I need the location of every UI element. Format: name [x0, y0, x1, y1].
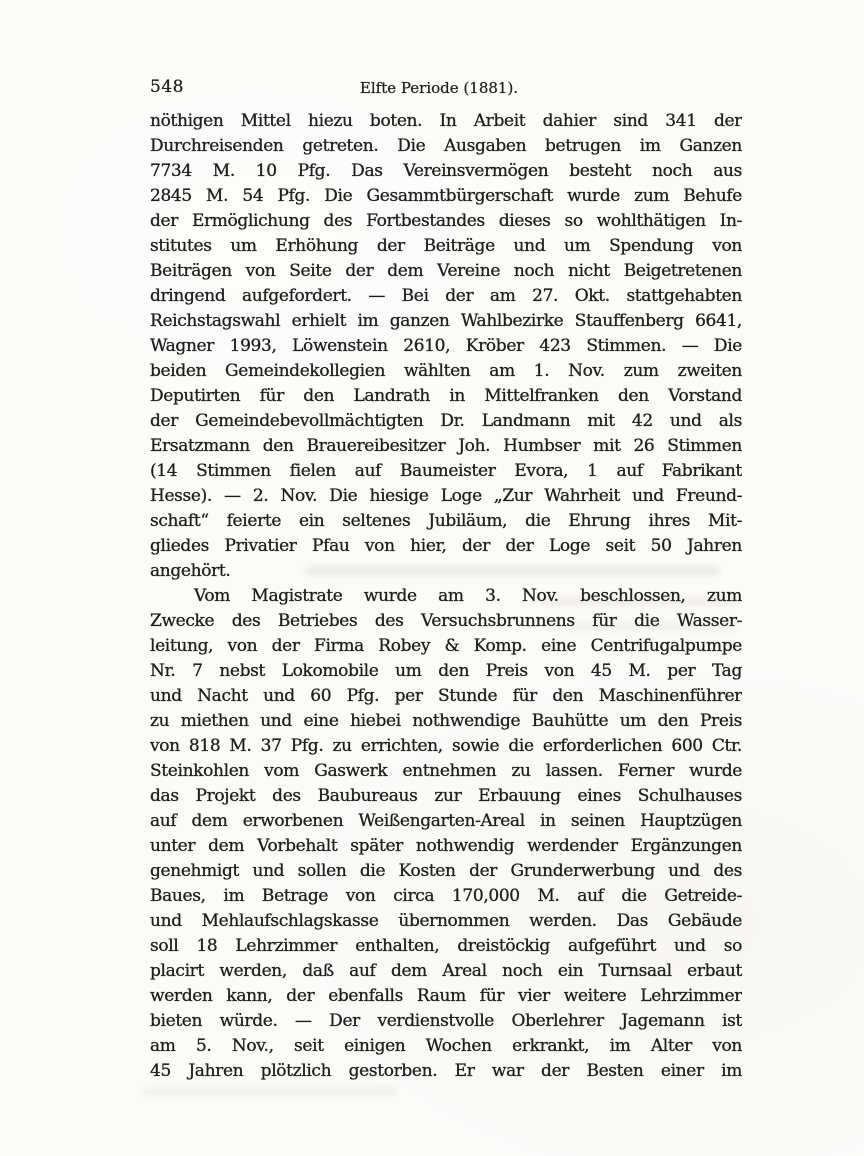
text-line: Vom Magistrate wurde am 3. Nov. beschlossen, zum: [194, 586, 742, 606]
text-line: zu miethen und eine hiebei nothwendige Bauhütte um den Preis: [150, 711, 742, 731]
text-line: gliedes Privatier Pfau von hier, der der Loge seit 50 Jahren: [150, 536, 742, 556]
text-line: unter dem Vorbehalt später nothwendig werdender Ergänzungen: [150, 836, 742, 856]
text-line: bieten würde. — Der verdienstvolle Oberlehrer Jagemann ist: [150, 1011, 742, 1031]
page-number: 548: [150, 77, 184, 97]
text-line: schaft“ feierte ein seltenes Jubiläum, die Ehrung ihres Mit-: [150, 511, 742, 531]
text-line: der Ermöglichung des Fortbestandes dieses so wohlthätigen In-: [150, 211, 742, 231]
text-line: der Gemeindebevollmächtigten Dr. Landmann mit 42 und als: [150, 411, 742, 431]
text-line: Ersatzmann den Brauereibesitzer Joh. Humbser mit 26 Stimmen: [150, 436, 742, 456]
text-line: nöthigen Mittel hiezu boten. In Arbeit dahier sind 341 der: [150, 111, 742, 131]
text-line: Durchreisenden getreten. Die Ausgaben betrugen im Ganzen: [150, 136, 742, 156]
bleedthrough-smudge: [305, 566, 720, 576]
text-line: das Projekt des Baubureaus zur Erbauung eines Schulhauses: [150, 786, 742, 806]
text-line: dringend aufgefordert. — Bei der am 27. Okt. stattgehabten: [150, 286, 742, 306]
text-line: Beiträgen von Seite der dem Vereine noch nicht Beigetretenen: [150, 261, 742, 281]
text-line: Steinkohlen vom Gaswerk entnehmen zu lassen. Ferner wurde: [150, 761, 742, 781]
text-line: leitung, von der Firma Robey & Komp. eine Centrifugalpumpe: [150, 636, 742, 656]
text-line: angehört.: [150, 561, 231, 581]
text-line: Nr. 7 nebst Lokomobile um den Preis von 45 M. per Tag: [150, 661, 742, 681]
text-line: auf dem erworbenen Weißengarten-Areal in seinen Hauptzügen: [150, 811, 742, 831]
text-line: am 5. Nov., seit einigen Wochen erkrankt, im Alter von: [150, 1036, 742, 1056]
text-line: Hesse). — 2. Nov. Die hiesige Loge „Zur Wahrheit und Freund-: [150, 486, 742, 506]
text-line: Reichstagswahl erhielt im ganzen Wahlbezirke Stauffenberg 6641,: [150, 311, 742, 331]
bleedthrough-smudge: [540, 597, 738, 606]
text-line: 45 Jahren plötzlich gestorben. Er war der Besten einer im: [150, 1061, 742, 1081]
text-line: Wagner 1993, Löwenstein 2610, Kröber 423 Stimmen. — Die: [150, 336, 742, 356]
text-line: placirt werden, daß auf dem Areal noch ein Turnsaal erbaut: [150, 961, 742, 981]
text-line: 7734 M. 10 Pfg. Das Vereinsvermögen besteht noch aus: [150, 161, 742, 181]
running-title: Elfte Periode (1881).: [359, 79, 519, 97]
text-line: werden kann, der ebenfalls Raum für vier weitere Lehrzimmer: [150, 986, 742, 1006]
text-line: von 818 M. 37 Pfg. zu errichten, sowie die erforderlichen 600 Ctr.: [150, 736, 742, 756]
text-line: und Mehlaufschlagskasse übernommen werden. Das Gebäude: [150, 911, 742, 931]
text-line: soll 18 Lehrzimmer enthalten, dreistöckig aufgeführt und so: [150, 936, 742, 956]
text-line: Deputirten für den Landrath in Mittelfranken den Vorstand: [150, 386, 742, 406]
text-line: stitutes um Erhöhung der Beiträge und um Spendung von: [150, 236, 742, 256]
bleedthrough-smudge: [565, 622, 737, 631]
text-line: (14 Stimmen fielen auf Baumeister Evora, 1 auf Fabrikant: [150, 461, 742, 481]
text-line: 2845 M. 54 Pfg. Die Gesammtbürgerschaft wurde zum Behufe: [150, 186, 742, 206]
page-header: [150, 77, 742, 99]
text-line: Zwecke des Betriebes des Versuchsbrunnens für die Wasser-: [150, 611, 742, 631]
text-line: und Nacht und 60 Pfg. per Stunde für den Maschinenführer: [150, 686, 742, 706]
text-line: beiden Gemeindekollegien wählten am 1. Nov. zum zweiten: [150, 361, 742, 381]
text-line: Baues, im Betrage von circa 170,000 M. auf die Getreide-: [150, 886, 742, 906]
text-line: genehmigt und sollen die Kosten der Grunderwerbung und des: [150, 861, 742, 881]
bleedthrough-smudge: [142, 1087, 397, 1096]
